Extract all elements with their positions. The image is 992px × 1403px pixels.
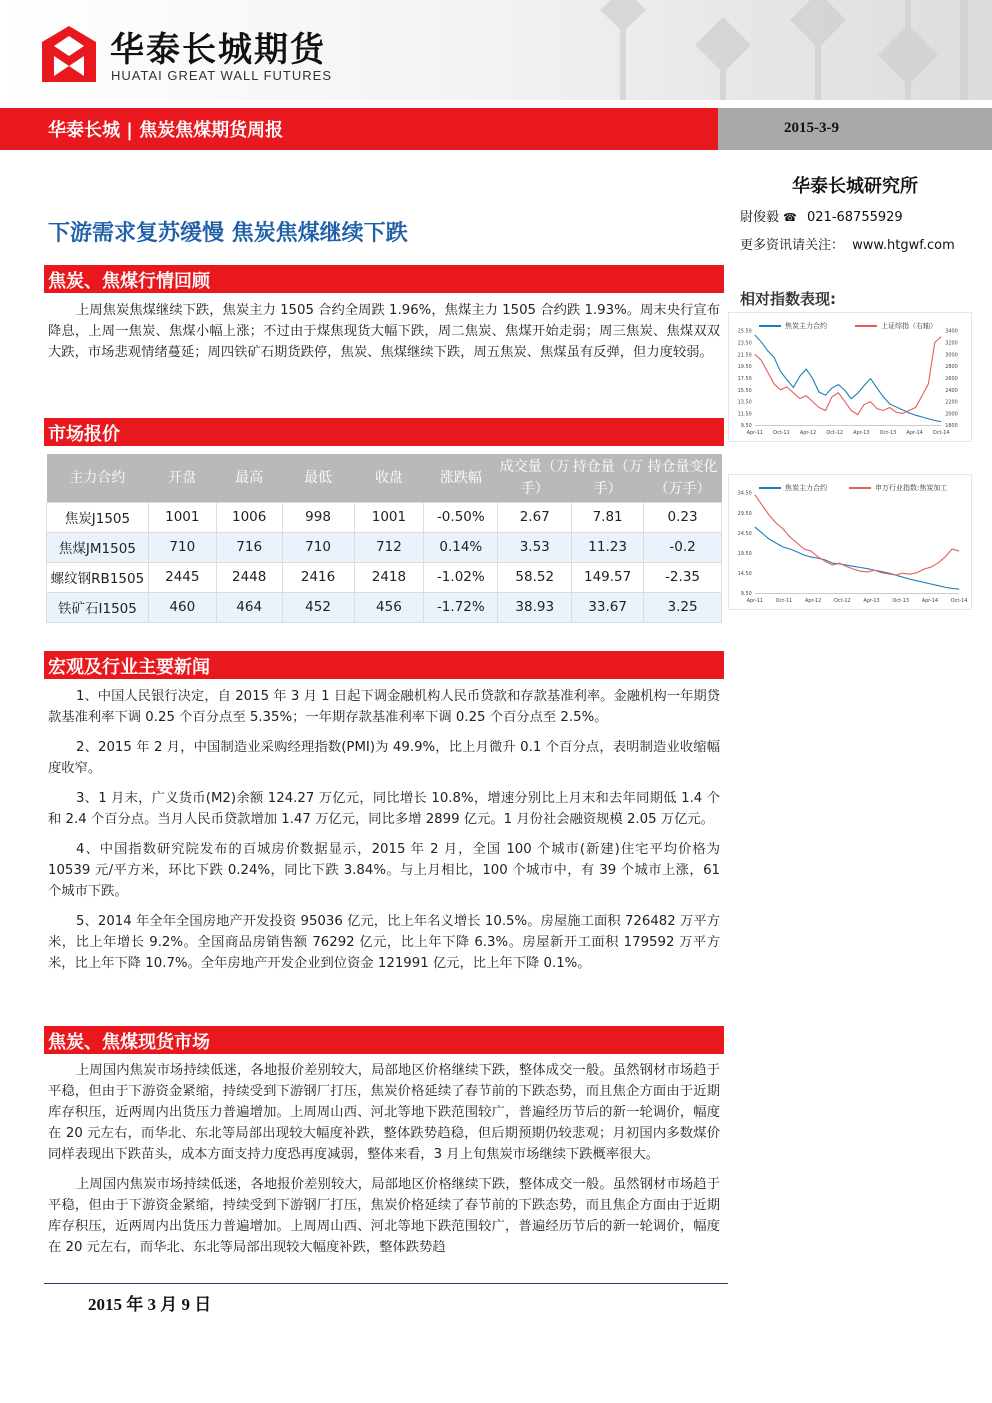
x-tick-label: Oct-14 — [932, 430, 950, 437]
table-row — [47, 532, 722, 562]
footer-divider — [44, 1283, 728, 1284]
y-tick-label: 14.50 — [737, 571, 752, 578]
chart-1-legend-a — [759, 321, 827, 331]
chart-2-legend-b — [849, 483, 947, 493]
table-header: 成交量（万手） — [498, 454, 572, 502]
table-cell: 2416 — [282, 562, 354, 592]
spot-paragraph: 上周国内焦炭市场持续低迷，各地报价差别较大，局部地区价格继续下跌，整体成交一般。虽然钢材市场趋于平稳，但由于下游资金紧缩，持续受到下游钢厂打压，焦炭价格延续了春节前的下跌态势，而且焦企方面由于近期库存积压，近两周内出货压力普遍增加。上周周山西、河北等地下跌范围较广，普遍经历节后的新一轮调价，幅度在 20 元左右，而华北、东北等局部出现较大幅度补跌，整体跌势趋 — [48, 1177, 720, 1255]
x-tick-label: Oct-11 — [775, 598, 793, 605]
series-line — [755, 337, 941, 415]
table-row — [47, 562, 722, 592]
x-tick-label: Apr-12 — [799, 430, 817, 437]
table-header: 最高 — [216, 454, 282, 502]
brand-name-cn: 华泰长城期货 — [110, 30, 326, 70]
table-header: 最低 — [282, 454, 354, 502]
x-tick-label: Apr-13 — [863, 598, 880, 605]
legend-swatch — [855, 325, 877, 327]
y-right-tick-label: 3200 — [945, 340, 958, 347]
x-tick-label: Apr-12 — [804, 598, 822, 605]
table-cell: 3.53 — [498, 532, 572, 562]
y-right-tick-label: 2600 — [945, 375, 958, 382]
analyst-phone: 021-68755929 — [807, 210, 903, 225]
table-header: 持仓量（万手） — [572, 454, 644, 502]
y-tick-label: 13.50 — [737, 399, 752, 406]
chart-2-plot — [729, 475, 971, 609]
table-row — [47, 592, 722, 622]
huatai-logo-icon — [40, 24, 98, 86]
table-cell: 0.14% — [424, 532, 498, 562]
table-cell: 998 — [282, 502, 354, 532]
series-line — [755, 527, 959, 589]
y-tick-label: 11.50 — [737, 411, 752, 418]
table-cell: 149.57 — [572, 562, 644, 592]
table-cell: 712 — [354, 532, 424, 562]
table-cell: 2448 — [216, 562, 282, 592]
y-tick-label: 19.50 — [737, 364, 752, 371]
table-header-row — [47, 454, 722, 502]
table-cell: 铁矿石I1505 — [47, 592, 149, 622]
table-cell: 11.23 — [572, 532, 644, 562]
table-cell: 710 — [148, 532, 216, 562]
x-tick-label: Apr-13 — [853, 430, 870, 437]
legend-label: 焦炭主力合约 — [785, 484, 827, 492]
table-cell: 1001 — [354, 502, 424, 532]
table-cell: 3.25 — [644, 592, 722, 622]
y-tick-label: 23.50 — [737, 340, 752, 347]
relative-index-title: 相对指数表现: — [740, 290, 836, 308]
report-banner-title: 华泰长城 | 焦炭焦煤期货周报 — [48, 120, 284, 141]
date-banner — [718, 108, 992, 150]
y-tick-label: 34.50 — [737, 490, 752, 497]
decorative-signpost-graphic — [560, 0, 992, 100]
section-header-quotes — [44, 418, 724, 446]
table-cell: 38.93 — [498, 592, 572, 622]
x-tick-label: Apr-11 — [746, 598, 763, 605]
analyst-contact — [740, 206, 903, 225]
page-title: 下游需求复苏缓慢 焦炭焦煤继续下跌 — [48, 221, 408, 246]
y-tick-label: 25.50 — [737, 328, 752, 335]
table-cell: 464 — [216, 592, 282, 622]
chart-2-legend-a — [759, 483, 827, 493]
news-item: 1、中国人民银行决定，自 2015 年 3 月 1 日起下调金融机构人民币贷款和存款基准利率。金融机构一年期贷款基准利率下调 0.25 个百分点至 5.35%；一年期存款基准利率下调 0.25 个百分点至 2.5%。 — [48, 689, 720, 725]
table-cell: 2445 — [148, 562, 216, 592]
table-cell: -1.72% — [424, 592, 498, 622]
table-header: 持仓量变化（万手） — [644, 454, 722, 502]
news-item: 4、中国指数研究院发布的百城房价数据显示，2015 年 2 月，全国 100 个城市(新建)住宅平均价格为 10539 元/平方米，环比下跌 0.24%，同比下跌 3.84%。与上月相比，100 个城市中，有 39 个城市上涨，61 个城市下跌。 — [48, 842, 720, 899]
brand-name-en: HUATAI GREAT WALL FUTURES — [111, 68, 332, 83]
table-cell: 710 — [282, 532, 354, 562]
chart-1-plot — [729, 313, 971, 441]
series-line — [755, 495, 959, 575]
phone-icon: ☎ — [783, 211, 797, 224]
x-tick-label: Apr-14 — [906, 430, 923, 437]
analyst-name: 尉俊毅 — [740, 210, 780, 225]
table-cell: 1001 — [148, 502, 216, 532]
section-title: 市场报价 — [48, 424, 120, 445]
website-link[interactable]: www.htgwf.com — [852, 238, 955, 253]
more-info — [740, 234, 955, 253]
y-right-tick-label: 3000 — [945, 352, 958, 359]
table-cell: -0.2 — [644, 532, 722, 562]
table-cell: 2418 — [354, 562, 424, 592]
table-cell: 33.67 — [572, 592, 644, 622]
table-header: 主力合约 — [47, 454, 149, 502]
y-right-tick-label: 3400 — [945, 328, 958, 335]
market-quote-table — [46, 454, 722, 623]
table-cell: -1.02% — [424, 562, 498, 592]
y-tick-label: 15.50 — [737, 387, 752, 394]
table-cell: 452 — [282, 592, 354, 622]
legend-swatch — [759, 487, 781, 489]
table-cell: 1006 — [216, 502, 282, 532]
legend-swatch — [759, 325, 781, 327]
news-item: 2、2015 年 2 月，中国制造业采购经理指数(PMI)为 49.9%，比上月微升 0.1 个百分点，表明制造业收缩幅度收窄。 — [48, 740, 720, 776]
news-list — [48, 686, 720, 983]
table-cell: 螺纹钢RB1505 — [47, 562, 149, 592]
y-tick-label: 29.50 — [737, 510, 752, 517]
table-cell: -2.35 — [644, 562, 722, 592]
table-cell: 460 — [148, 592, 216, 622]
more-info-label: 更多资讯请关注： — [740, 238, 845, 253]
table-cell: 焦炭J1505 — [47, 502, 149, 532]
section-title: 焦炭、焦煤行情回顾 — [48, 271, 210, 292]
y-tick-label: 9.50 — [740, 591, 752, 598]
table-cell: 58.52 — [498, 562, 572, 592]
table-header: 收盘 — [354, 454, 424, 502]
report-date: 2015-3-9 — [784, 120, 839, 136]
table-cell: 2.67 — [498, 502, 572, 532]
y-tick-label: 9.50 — [740, 423, 752, 430]
spot-paragraph: 上周国内焦炭市场持续低迷，各地报价差别较大，局部地区价格继续下跌，整体成交一般。虽然钢材市场趋于平稳，但由于下游资金紧缩，持续受到下游钢厂打压，焦炭价格延续了春节前的下跌态势，而且焦企方面由于近期库存积压，近两周内出货压力普遍增加。上周周山西、河北等地下跌范围较广，普遍经历节后的新一轮调价，幅度在 20 元左右，而华北、东北等局部出现较大幅度补跌，整体跌势趋稳，但后期预期仍较悲观；月初国内多数煤价同样表现出下跌苗头，成本方面支持力度恐再度减弱，整体来看，3 月上旬焦炭市场继续下跌概率很大。 — [48, 1063, 720, 1162]
table-header: 涨跌幅 — [424, 454, 498, 502]
table-cell: 0.23 — [644, 502, 722, 532]
chart-coke-vs-sw-index — [728, 474, 972, 610]
legend-swatch — [849, 487, 871, 489]
table-row — [47, 502, 722, 532]
x-tick-label: Oct-13 — [892, 598, 910, 605]
y-tick-label: 19.50 — [737, 551, 752, 557]
news-item: 3、1 月末，广义货币(M2)余额 124.27 万亿元，同比增长 10.8%，增速分别比上月末和去年同期低 1.4 个和 2.4 个百分点。当月人民币贷款增加 1.47 万亿元，同比多增 2899 亿元。1 月份社会融资规模 2.05 万亿元。 — [48, 791, 721, 827]
y-tick-label: 21.50 — [737, 352, 752, 359]
x-tick-label: Apr-11 — [746, 430, 763, 437]
section-header-news — [44, 651, 724, 679]
table-header: 开盘 — [148, 454, 216, 502]
y-right-tick-label: 2400 — [945, 387, 958, 394]
institute-name: 华泰长城研究所 — [792, 176, 918, 197]
y-right-tick-label: 1800 — [945, 423, 958, 430]
spot-market-text — [48, 1060, 720, 1280]
footer-date: 2015 年 3 月 9 日 — [88, 1295, 212, 1314]
section-title: 焦炭、焦煤现货市场 — [48, 1032, 210, 1053]
y-tick-label: 24.50 — [737, 530, 752, 537]
x-tick-label: Oct-11 — [773, 430, 790, 437]
chart-coke-vs-shanghai-index — [728, 312, 972, 442]
table-cell: 7.81 — [572, 502, 644, 532]
y-right-tick-label: 2800 — [945, 364, 958, 371]
x-tick-label: Oct-12 — [826, 430, 844, 437]
table-cell: 716 — [216, 532, 282, 562]
legend-label: 上证综指（右轴） — [881, 322, 937, 330]
news-item: 5、2014 年全年全国房地产开发投资 95036 亿元，比上年名义增长 10.5%。房屋施工面积 726482 万平方米，比上年增长 9.2%。全国商品房销售额 76292 亿元，比上年下降 6.3%。房屋新开工面积 179592 万平方米，比上年下降 10.7%。全年房地产开发企业到位资金 121991 亿元，比上年下降 0.1%。 — [48, 914, 720, 971]
table-cell: -0.50% — [424, 502, 498, 532]
section-header-review — [44, 265, 724, 293]
x-tick-label: Oct-12 — [834, 598, 851, 605]
x-tick-label: Oct-13 — [879, 430, 897, 437]
legend-label: 焦炭主力合约 — [785, 322, 827, 330]
table-cell: 焦煤JM1505 — [47, 532, 149, 562]
x-tick-label: Oct-14 — [950, 598, 968, 605]
x-tick-label: Apr-14 — [921, 598, 939, 605]
section-header-spot — [44, 1026, 724, 1054]
page-header — [0, 0, 992, 100]
legend-label: 申万行业指数:焦炭加工 — [875, 484, 948, 492]
table-cell: 456 — [354, 592, 424, 622]
y-right-tick-label: 2000 — [945, 411, 958, 418]
review-paragraph: 上周焦炭焦煤继续下跌，焦炭主力 1505 合约全周跌 1.96%，焦煤主力 1505 合约跌 1.93%。周末央行宣布降息，上周一焦炭、焦煤小幅上涨；不过由于煤焦现货大幅下跌，周二焦炭、焦煤开始走弱；周三焦炭、焦煤双双大跌，市场悲观情绪蔓延；周四铁矿石期货跌停，焦炭、焦煤继续下跌，周五焦炭、焦煤虽有反弹，但力度较弱。 — [48, 303, 720, 360]
y-tick-label: 17.50 — [737, 375, 752, 382]
section-title: 宏观及行业主要新闻 — [48, 657, 210, 678]
chart-1-legend-b — [855, 321, 937, 331]
y-right-tick-label: 2200 — [945, 399, 958, 406]
